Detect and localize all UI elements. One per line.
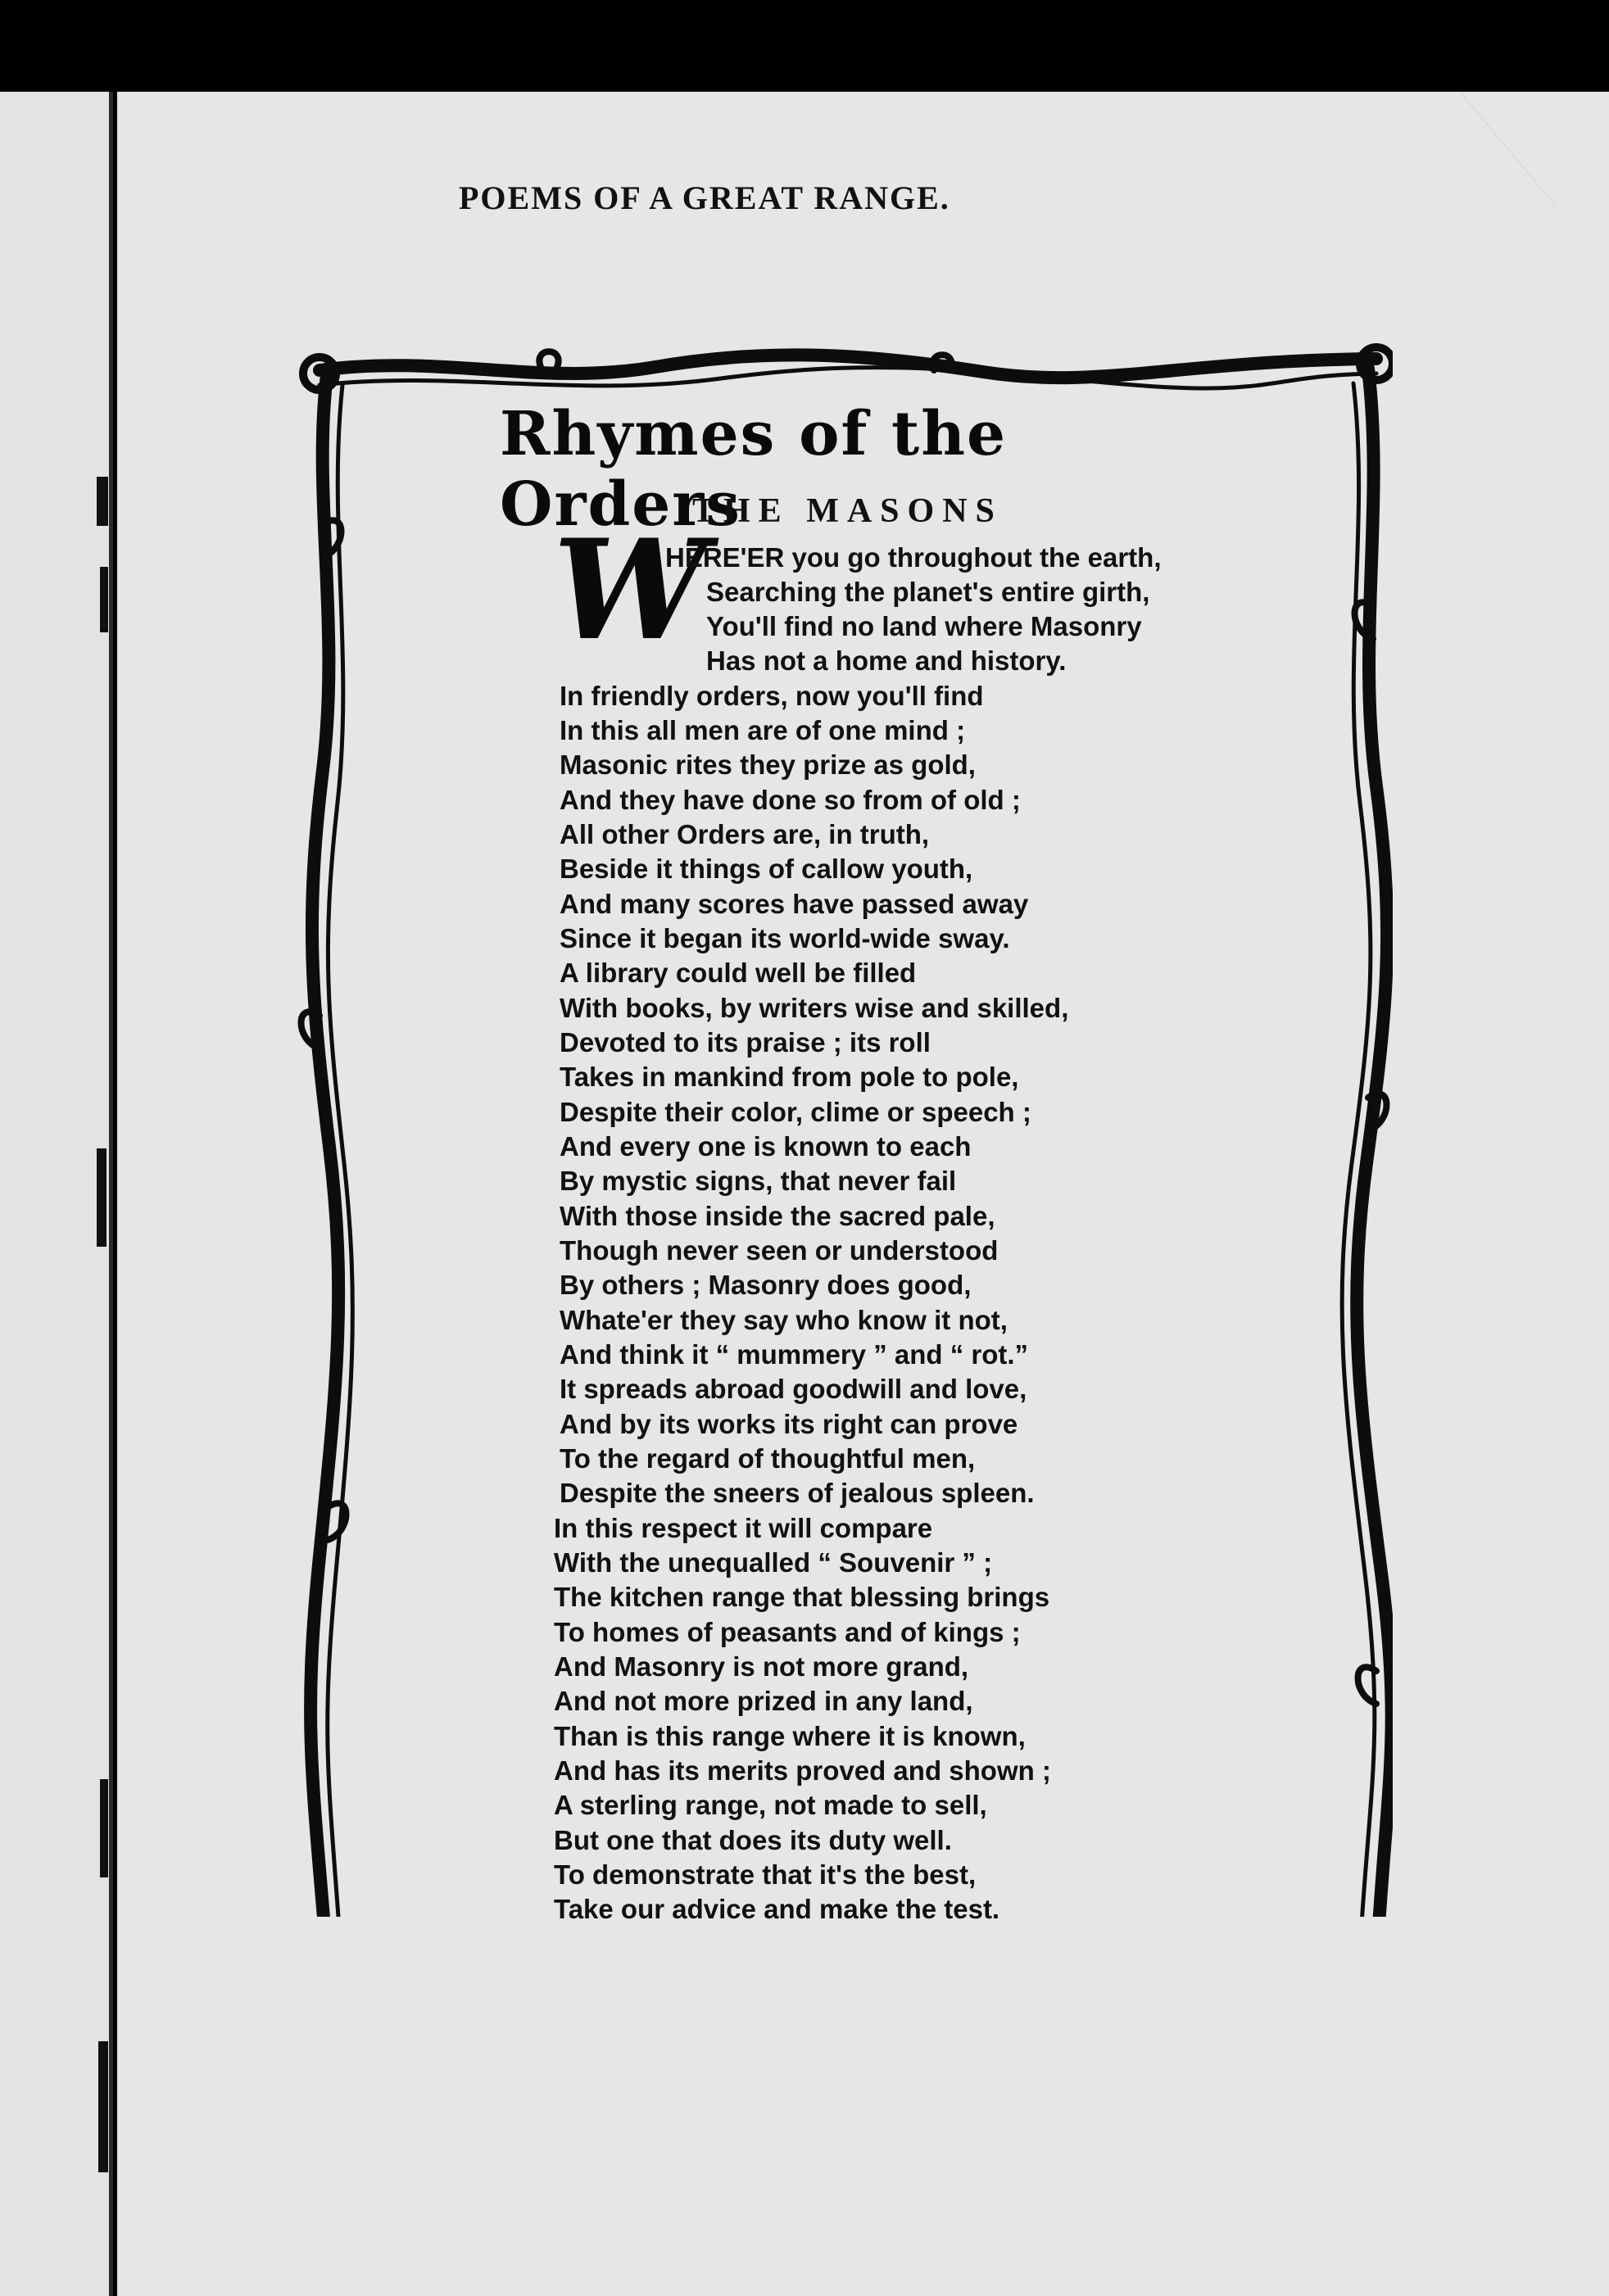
poem-line: With those inside the sacred pale, [560, 1201, 995, 1231]
poem-line: With the unequalled “ Souvenir ” ; [554, 1547, 993, 1578]
poem-line: Despite the sneers of jealous spleen. [560, 1478, 1035, 1508]
poem-line: To homes of peasants and of kings ; [554, 1617, 1021, 1647]
gutter-mark [100, 567, 108, 632]
drop-cap: W [553, 509, 708, 671]
poem-line: And many scores have passed away [560, 889, 1029, 919]
poem-line: And Masonry is not more grand, [554, 1651, 969, 1682]
poem-line: In this respect it will compare [554, 1513, 933, 1543]
section-title: THE MASONS [692, 492, 1003, 530]
page-gutter-line [109, 92, 113, 2296]
poem-line: And not more prized in any land, [554, 1686, 973, 1716]
poem-line: By others ; Masonry does good, [560, 1270, 972, 1300]
page-fold-shadow [1213, 92, 1557, 206]
running-head: POEMS OF A GREAT RANGE. [459, 179, 950, 216]
poem-line: And has its merits proved and shown ; [554, 1755, 1051, 1786]
poem-line: Since it began its world-wide sway. [560, 923, 1010, 953]
poem-line: But one that does its duty well. [554, 1825, 952, 1855]
poem-line: To demonstrate that it's the best, [554, 1859, 977, 1890]
poem-line: To the regard of thoughtful men, [560, 1443, 976, 1474]
poem-line: HERE'ER you go throughout the earth, [665, 542, 1162, 573]
poem-line: Takes in mankind from pole to pole, [560, 1062, 1019, 1092]
gutter-mark [97, 477, 108, 526]
poem-line: Searching the planet's entire girth, [706, 577, 1150, 607]
gutter-mark [97, 1148, 107, 1247]
poem-line: In friendly orders, now you'll find [560, 681, 984, 711]
poem-line: A sterling range, not made to sell, [554, 1790, 987, 1820]
poem-line: And think it “ mummery ” and “ rot.” [560, 1339, 1029, 1370]
left-page-edge [0, 92, 113, 2296]
poem-line: And every one is known to each [560, 1131, 972, 1162]
poem-line: Has not a home and history. [706, 645, 1067, 676]
poem-line: All other Orders are, in truth, [560, 819, 930, 849]
poem-line: Devoted to its praise ; its roll [560, 1027, 931, 1057]
poem-line: Whate'er they say who know it not, [560, 1305, 1008, 1335]
poem-line: Though never seen or understood [560, 1235, 999, 1266]
poem-line: Take our advice and make the test. [554, 1894, 1000, 1924]
poem-line: Masonic rites they prize as gold, [560, 749, 976, 780]
poem-line: With books, by writers wise and skilled, [560, 993, 1069, 1023]
poem-line: A library could well be filled [560, 958, 917, 988]
poem-line: In this all men are of one mind ; [560, 715, 966, 745]
poem-title: Rhymes of the Orders [500, 399, 1008, 540]
gutter-mark [100, 1779, 108, 1877]
poem-line: Than is this range where it is known, [554, 1721, 1026, 1751]
poem-line: You'll find no land where Masonry [706, 611, 1142, 641]
poem-line: Despite their color, clime or speech ; [560, 1097, 1031, 1127]
gutter-mark [98, 2041, 108, 2172]
poem-line: And by its works its right can prove [560, 1409, 1018, 1439]
poem-line: Beside it things of callow youth, [560, 854, 973, 884]
poem-line: By mystic signs, that never fail [560, 1166, 957, 1196]
poem-line: And they have done so from of old ; [560, 785, 1021, 815]
poem-line: It spreads abroad goodwill and love, [560, 1374, 1027, 1404]
poem-line: The kitchen range that blessing brings [554, 1582, 1050, 1612]
